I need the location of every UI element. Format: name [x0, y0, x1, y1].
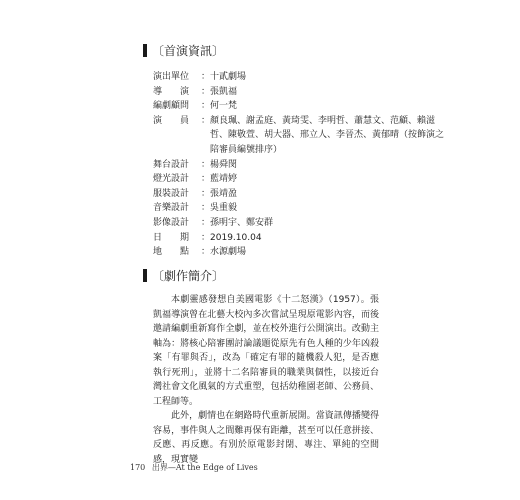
credit-separator: ： — [201, 86, 211, 97]
synopsis-heading-text: 〔劇作簡介〕 — [152, 269, 225, 283]
credit-separator: ： — [201, 72, 211, 82]
credit-separator: ： — [201, 159, 211, 170]
credit-label: 影像設計 — [153, 217, 190, 228]
credit-value: 吳重毅 — [210, 203, 238, 214]
credit-label: 燈光設計 — [153, 174, 190, 185]
credit-row — [153, 85, 450, 100]
credit-label: 地 點 — [153, 247, 190, 258]
heading-marker — [143, 269, 147, 282]
credit-label: 音樂設計 — [153, 203, 190, 214]
credit-value: 楊舜閔 — [210, 159, 238, 170]
premiere-heading-text: 〔首演資訊〕 — [152, 44, 225, 58]
credit-separator: ： — [201, 232, 211, 243]
credit-label: 編劇顧問 — [153, 101, 190, 112]
page-footer — [130, 462, 262, 473]
book-title: 出界—At the Edge of Lives — [151, 463, 258, 472]
credit-value: 張凱福 — [210, 86, 238, 97]
credit-value: 孫明宇、鄭安群 — [210, 217, 274, 228]
credit-value: 顏良珮、謝孟庭、黃琦雯、李明哲、蕭慧文、范顧、賴滋哲、陳敬萱、胡大器、邢立人、李晉杰、黃郁晴（按飾演之陪審員編號排序） — [210, 115, 445, 155]
credit-label: 演出單位 — [153, 72, 190, 82]
premiere-credits — [153, 70, 450, 260]
credit-label: 演 員 — [153, 115, 190, 126]
credit-row — [153, 99, 450, 114]
credit-label: 服裝設計 — [153, 188, 190, 199]
credit-value: 張靖盈 — [210, 188, 238, 199]
synopsis-heading — [143, 267, 224, 284]
credit-separator: ： — [201, 101, 211, 112]
credit-separator: ： — [201, 203, 211, 214]
credit-label: 導 演 — [153, 86, 190, 97]
credit-row — [153, 216, 450, 231]
credit-value: 藍靖婷 — [210, 174, 238, 185]
page-number: 170 — [130, 463, 146, 472]
credit-label: 日 期 — [153, 232, 190, 243]
synopsis-paragraph: 此外，劇情也在網路時代重新展開。當資訊傳播變得容易，事件與人之間難再保有距離，甚至可以任意拼接、反應、再反應。有別於原電影封閉、專注、單純的空間感，現實變 — [153, 411, 379, 465]
credit-separator: ： — [201, 247, 211, 258]
credit-value: 水源劇場 — [210, 247, 247, 258]
credit-row — [153, 114, 450, 158]
credit-row — [153, 187, 450, 202]
credit-value: 2019.10.04 — [210, 232, 262, 243]
credit-separator: ： — [201, 174, 211, 185]
heading-marker — [143, 44, 147, 57]
credit-value: 何一梵 — [210, 101, 238, 112]
credit-row — [153, 231, 450, 246]
credit-value: 十貳劇場 — [210, 72, 247, 82]
credit-row — [153, 245, 450, 260]
credit-separator: ： — [201, 217, 211, 228]
credit-separator: ： — [201, 188, 211, 199]
synopsis-body — [153, 293, 379, 467]
credit-separator: ： — [201, 115, 211, 126]
credit-row — [153, 70, 450, 85]
credit-row — [153, 172, 450, 187]
credit-row — [153, 158, 450, 173]
premiere-heading — [143, 42, 224, 59]
credit-label: 舞台設計 — [153, 159, 190, 170]
credit-row — [153, 201, 450, 216]
synopsis-paragraph: 本劇靈感發想自美國電影《十二怒漢》（1957）。張凱福導演曾在北藝大校內多次嘗試呈現原電影內容，而後邀請編劇重新寫作全劇，並在校外進行公開演出。改動主軸為：將核心陪審團討論議題從原先有色人種的少年凶殺案「有罪與否」，改為「確定有罪的隨機殺人犯，是否應執行死刑」，並將十二名陪審員的職業與個性，以接近台灣社會文化風氣的方式重塑，包括幼稚園老師、公務員、工程師等。 — [153, 295, 379, 407]
